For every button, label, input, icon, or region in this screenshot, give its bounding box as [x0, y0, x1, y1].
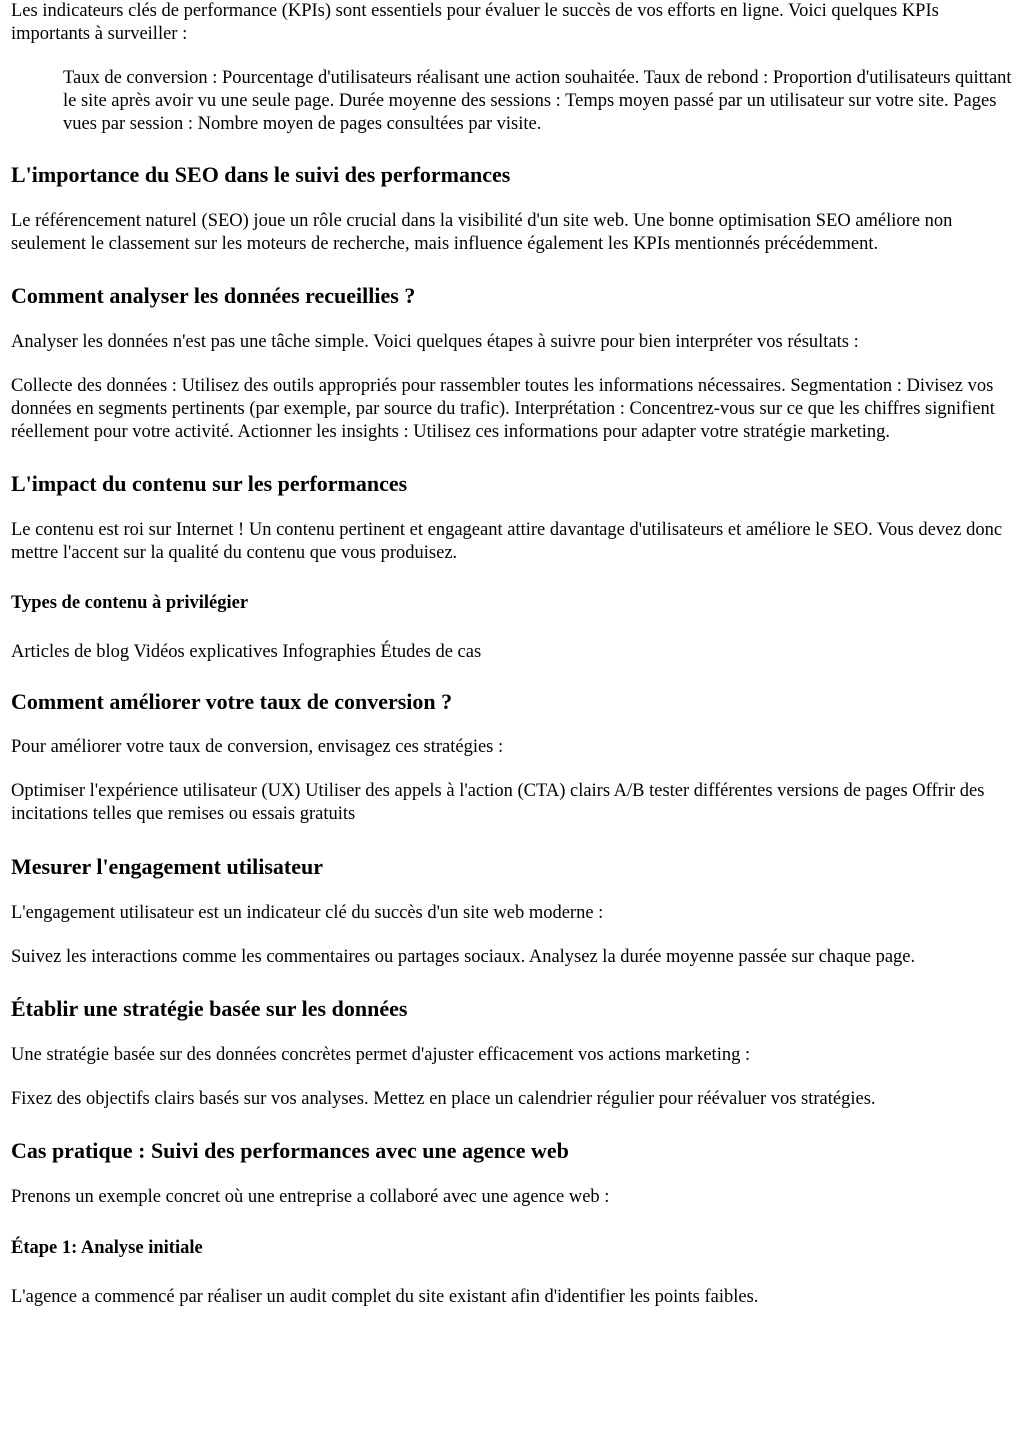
engagement-paragraph: L'engagement utilisateur est un indicateur clé du succès d'un site web moderne : [11, 903, 604, 923]
strategie-paragraph: Une stratégie basée sur des données concrètes permet d'ajuster efficacement vos actions marketing : [11, 1045, 751, 1065]
cas-heading: Cas pratique : Suivi des performances avec une agence web [11, 1138, 569, 1163]
cas-paragraph: Prenons un exemple concret où une entreprise a collaboré avec une agence web : [11, 1187, 610, 1207]
analyse-heading: Comment analyser les données recueillies ? [11, 283, 416, 308]
conversion-strategies-paragraph: Optimiser l'expérience utilisateur (UX) Utiliser des appels à l'action (CTA) clairs A/B tester différentes versions de pages Offrir des incitations telles que remises ou essais gratuits [11, 781, 985, 824]
kpi-list-quote: Taux de conversion : Pourcentage d'utilisateurs réalisant une action souhaitée. Taux de rebond : Proportion d'utilisateurs quittant le site après avoir vu une seule page. Durée moyenne des sessions : Temps moyen passé par un utilisateur sur votre site. Pages vues par session : Nombre moyen de pages consultées par visite. [63, 68, 1012, 134]
contenu-types-subheading: Types de contenu à privilégier [11, 593, 249, 613]
contenu-heading: L'impact du contenu sur les performances [11, 471, 408, 496]
contenu-paragraph: Le contenu est roi sur Internet ! Un contenu pertinent et engageant attire davantage d'utilisateurs et améliore le SEO. Vous devez donc mettre l'accent sur la qualité du contenu que vous produisez. [11, 520, 1003, 563]
engagement-actions-paragraph: Suivez les interactions comme les commentaires ou partages sociaux. Analysez la durée moyenne passée sur chaque page. [11, 947, 916, 967]
seo-heading: L'importance du SEO dans le suivi des performances [11, 162, 511, 187]
conversion-paragraph: Pour améliorer votre taux de conversion, envisagez ces stratégies : [11, 737, 504, 757]
etape1-paragraph: L'agence a commencé par réaliser un audit complet du site existant afin d'identifier les points faibles. [11, 1287, 759, 1307]
analyse-steps-paragraph: Collecte des données : Utilisez des outils appropriés pour rassembler toutes les informations nécessaires. Segmentation : Divisez vos données en segments pertinents (par exemple, par source du trafic). Interprétation : Concentrez-vous sur ce que les chiffres signifient réellement pour votre activité. Actionner les insights : Utilisez ces informations pour adapter votre stratégie marketing. [11, 376, 995, 442]
etape1-subheading: Étape 1: Analyse initiale [11, 1238, 203, 1258]
contenu-types-paragraph: Articles de blog Vidéos explicatives Infographies Études de cas [11, 642, 482, 662]
seo-paragraph: Le référencement naturel (SEO) joue un rôle crucial dans la visibilité d'un site web. Une bonne optimisation SEO améliore non seulement le classement sur les moteurs de recherche, mais influence également les KPIs mentionnés précédemment. [11, 211, 953, 254]
analyse-paragraph: Analyser les données n'est pas une tâche simple. Voici quelques étapes à suivre pour bien interpréter vos résultats : [11, 332, 859, 352]
intro-paragraph: Les indicateurs clés de performance (KPIs) sont essentiels pour évaluer le succès de vos efforts en ligne. Voici quelques KPIs importants à surveiller : [11, 1, 939, 44]
conversion-heading: Comment améliorer votre taux de conversion ? [11, 689, 453, 714]
strategie-heading: Établir une stratégie basée sur les données [11, 996, 408, 1021]
engagement-heading: Mesurer l'engagement utilisateur [11, 854, 324, 879]
strategie-actions-paragraph: Fixez des objectifs clairs basés sur vos analyses. Mettez en place un calendrier régulier pour réévaluer vos stratégies. [11, 1089, 876, 1109]
